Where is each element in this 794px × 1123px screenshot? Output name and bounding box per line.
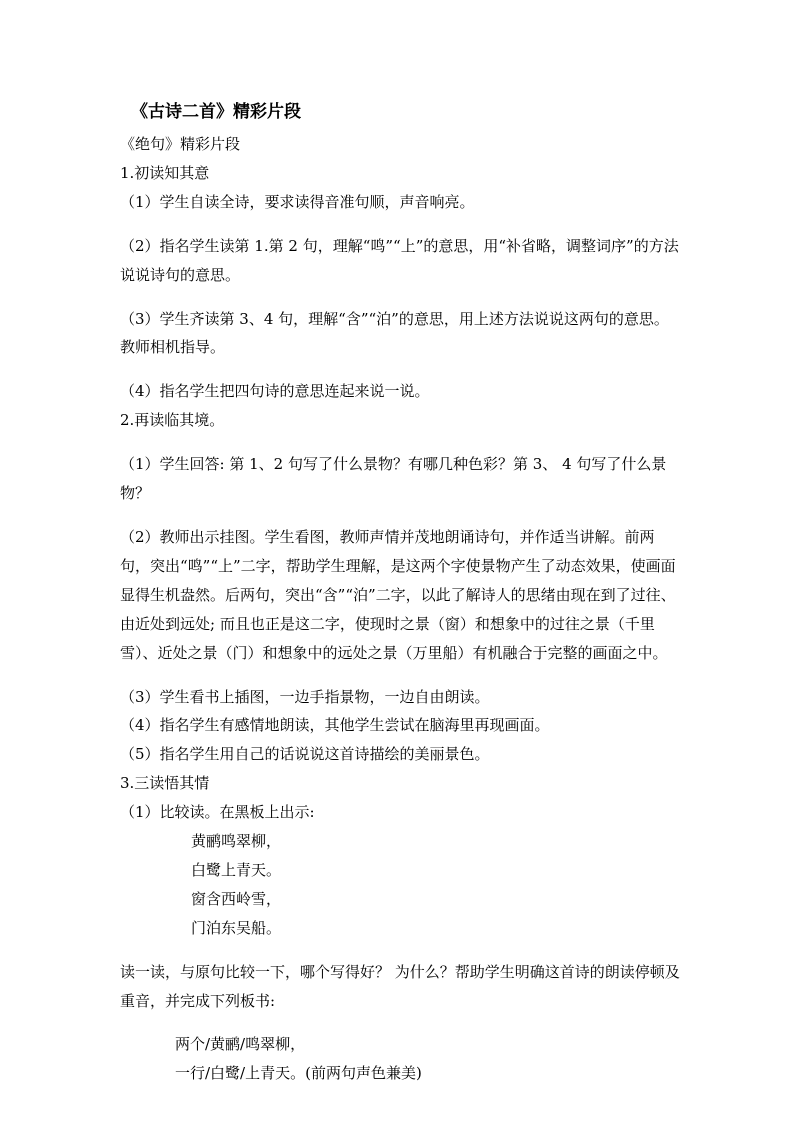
board-line: 一行/白鹭/上青天。(前两句声色兼美) xyxy=(175,1064,422,1083)
paragraph: （4）指名学生有感情地朗读，其他学生尝试在脑海里再现画面。 xyxy=(120,716,550,735)
paragraph: （5）指名学生用自己的话说说这首诗描绘的美丽景色。 xyxy=(120,745,490,764)
subtitle: 《绝句》精彩片段 xyxy=(120,135,241,153)
paragraph: （4）指名学生把四句诗的意思连起来说一说。 xyxy=(120,382,430,401)
paragraph: 读一读，与原句比较一下，哪个写得好？ 为什么？帮助学生明确这首诗的朗读停顿及重音，并完成下列板书: xyxy=(120,962,680,1010)
section-heading-1: 1.初读知其意 xyxy=(120,163,210,182)
section-heading-2: 2.再读临其境。 xyxy=(120,411,225,430)
paragraph: （1）比较读。在黑板上出示: xyxy=(120,803,315,822)
poem-line: 黄鹂鸣翠柳， xyxy=(191,832,282,851)
poem-line: 门泊东吴船。 xyxy=(191,918,282,937)
paragraph: （2）教师出示挂图。学生看图，教师声情并茂地朗诵诗句，并作适当讲解。前两句，突出“鸣”“上”二字，帮助学生理解，是这两个字使景物产生了动态效果，使画面显得生机盎然。后两句，突出“含”“泊”二字，以此了解诗人的思绪由现在到了过往、由近处到远处; 而且也正是这二字，使现时之景（窗）和想象中的过往之景（千里雪）、近处之景（门）和想象中的远处之景（万里船）有机融合于完整的画面之中。 xyxy=(120,527,676,662)
paragraph: （3）学生齐读第 3、4 句，理解“含”“泊”的意思，用上述方法说说这两句的意思。教师相机指导。 xyxy=(120,309,669,357)
document-body xyxy=(120,130,680,1088)
paragraph: （1）学生回答: 第 1、2 句写了什么景物？有哪几种色彩？第 3、 4 句写了什么景物？ xyxy=(120,455,667,503)
poem-line: 白鹭上青天。 xyxy=(191,860,282,879)
board-line: 两个/黄鹂/鸣翠柳， xyxy=(175,1035,306,1054)
paragraph: （3）学生看书上插图，一边手指景物，一边自由朗读。 xyxy=(120,687,490,706)
poem-line: 窗含西岭雪， xyxy=(191,889,282,908)
section-heading-3: 3.三读悟其情 xyxy=(120,774,210,793)
page-title: 《古诗二首》精彩片段 xyxy=(131,102,301,122)
paragraph: （2）指名学生读第 1.第 2 句，理解“鸣”“上”的意思，用“补省略，调整词序”的方法说说诗句的意思。 xyxy=(120,236,679,284)
paragraph: （1）学生自读全诗，要求读得音准句顺，声音响亮。 xyxy=(120,192,475,211)
